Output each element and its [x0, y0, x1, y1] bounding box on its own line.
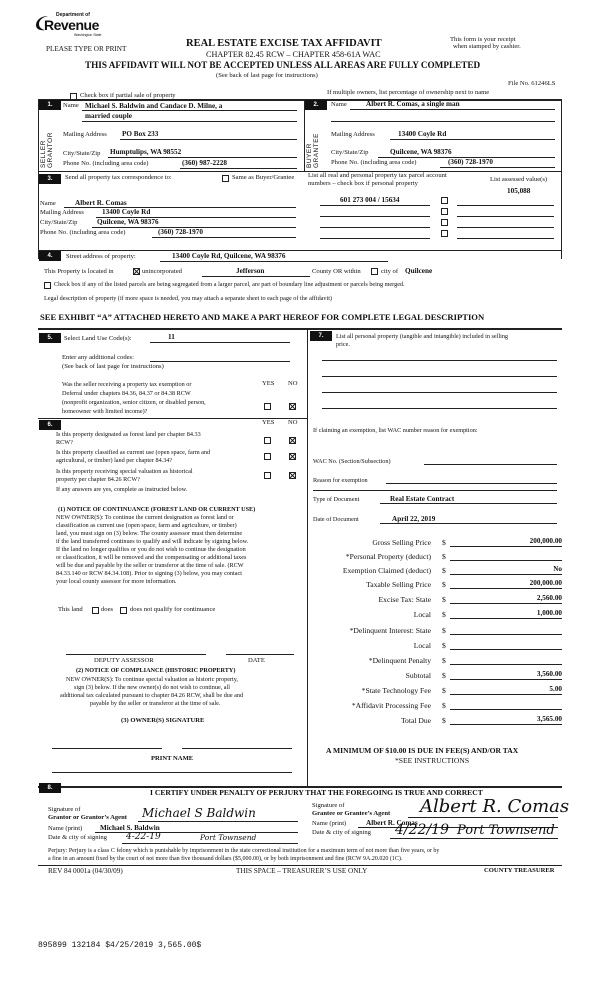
- document-date[interactable]: April 22, 2019: [392, 515, 436, 523]
- compliance-title: (2) NOTICE OF COMPLIANCE (HISTORIC PROPERTY): [76, 667, 236, 674]
- does-label: does: [101, 606, 114, 613]
- exemption-no-checkbox[interactable]: [289, 403, 296, 410]
- parcel-3-personal-checkbox[interactable]: [441, 219, 448, 226]
- calc-label-excise-state: Excise Tax: State: [378, 595, 431, 604]
- section-6-number: 6.: [39, 420, 61, 430]
- compliance-text-4: payable by the seller or transferor at the time of sale.: [90, 700, 221, 707]
- calc-value-subtotal[interactable]: 3,560.00: [536, 670, 562, 678]
- grantee-signature[interactable]: Albert R. Comas: [420, 796, 570, 817]
- perjury-text-1: Perjury: Perjury is a class C felony which is punishable by imprisonment in the state correctional institution for a maximum term of not more than five years, or by: [48, 848, 440, 854]
- personal-property-label-1: List all personal property (tangible and intangible) included in selling: [336, 333, 509, 340]
- continuance-text-9: your local county assessor for more information.: [56, 578, 177, 585]
- corr-name-label: Name: [40, 200, 56, 207]
- assessed-value[interactable]: 105,088: [507, 187, 531, 195]
- corr-mail[interactable]: 13400 Coyle Rd: [102, 208, 151, 216]
- county-treasurer-label: COUNTY TREASURER: [484, 867, 555, 874]
- grantee-sig-label-1: Signature of: [312, 802, 345, 809]
- land-use-see-back: (See back of last page for instructions): [62, 363, 164, 370]
- corr-phone-label: Phone No. (including area code): [40, 229, 126, 236]
- county-name[interactable]: Jefferson: [236, 267, 265, 275]
- revenue-logo: [34, 12, 102, 42]
- continuance-text-8: 84.33.140 or RCW 84.34.108). Prior to signing (3) below, you may contact: [56, 570, 242, 577]
- located-label: This Property is located in: [44, 268, 114, 275]
- section-3-number: 3.: [39, 174, 61, 184]
- grantee-name[interactable]: Albert R. Comas: [366, 819, 418, 827]
- calc-label-gross: Gross Selling Price: [372, 538, 431, 547]
- does-qualify-checkbox[interactable]: [92, 607, 99, 614]
- perjury-text-2: a fine in an amount fixed by the court of not more than five thousand dollars ($5,000.00), or by both imprisonment and fine (RCW 9A.20.020 (1C).: [48, 856, 403, 862]
- grantor-name[interactable]: Michael S. Baldwin: [100, 824, 160, 832]
- historic-no-checkbox[interactable]: [289, 472, 296, 479]
- parcel-2-personal-checkbox[interactable]: [441, 208, 448, 215]
- calc-value-taxable[interactable]: 200,000.00: [529, 579, 562, 587]
- calc-label-excise-local: Local: [413, 610, 431, 619]
- calc-value-gross[interactable]: 200,000.00: [529, 537, 562, 545]
- partial-sale-label: Check box if partial sale of property: [80, 92, 176, 99]
- same-as-buyer-checkbox[interactable]: [222, 175, 229, 182]
- seller-mail-label: Mailing Address: [63, 131, 107, 138]
- calc-label-total-due: Total Due: [400, 716, 431, 725]
- grantor-sig-label-1: Signature of: [48, 806, 81, 813]
- calc-label-technology-fee: *State Technology Fee: [361, 686, 431, 695]
- form-revision: REV 84 0001a (04/30/09): [48, 867, 123, 875]
- grantor-date[interactable]: 4-22-19: [126, 832, 161, 842]
- section-2-number: 2.: [305, 100, 327, 110]
- wac-number-label: WAC No. (Section/Subsection): [313, 458, 391, 465]
- currency-symbol: $: [442, 626, 446, 635]
- seller-side-label: SELLER GRANTOR: [40, 132, 54, 168]
- logo-name: Revenue: [44, 17, 99, 33]
- parcel-number[interactable]: 601 273 004 / 15634: [340, 196, 400, 204]
- continuance-text-2: classification as current use (open space, farm and agriculture, or timber): [56, 522, 237, 529]
- continuance-text-1: NEW OWNER(S): To continue the current designation as forest land or: [56, 514, 234, 521]
- see-back-instructions: (See back of last page for instructions): [216, 72, 318, 79]
- historic-question-line1: Is this property receiving special valuation as historical: [56, 468, 193, 475]
- historic-question-line2: property per chapter 84.26 RCW?: [56, 476, 141, 483]
- seller-name-line1[interactable]: Michael S. Baldwin and Candace D. Milne, a: [85, 102, 223, 110]
- exemption-yes-checkbox[interactable]: [264, 403, 271, 410]
- currency-symbol: $: [442, 580, 446, 589]
- calc-value-excise-state[interactable]: 2,560.00: [536, 594, 562, 602]
- currency-symbol: $: [442, 686, 446, 695]
- grantor-sig-label-2: Grantor or Grantor’s Agent: [48, 814, 127, 821]
- file-number: File No. 61246LS: [508, 80, 556, 87]
- city-of-checkbox[interactable]: [371, 268, 378, 275]
- corr-city[interactable]: Quilcene, WA 98376: [97, 218, 159, 226]
- sec6-yes: YES: [262, 419, 275, 426]
- current-use-yes-checkbox[interactable]: [264, 453, 271, 460]
- grantee-name-label: Name (print): [312, 820, 347, 827]
- additional-codes-label: Enter any additional codes:: [62, 354, 134, 361]
- currency-symbol: $: [442, 671, 446, 680]
- calc-label-penalty: *Delinquent Penalty: [368, 656, 431, 665]
- receipt-note-1: This form is your receipt: [450, 36, 516, 43]
- city-of-label: city of: [381, 268, 399, 275]
- exemption-question-line3: (nonprofit organization, senior citizen, or disabled person,: [62, 399, 206, 406]
- print-name-label: PRINT NAME: [151, 755, 194, 762]
- correspondence-label: Send all property tax correspondence to:: [65, 174, 172, 181]
- currency-symbol: $: [442, 656, 446, 665]
- land-use-yes: YES: [262, 380, 275, 387]
- currency-symbol: $: [442, 552, 446, 561]
- logo-state: Washington State: [74, 33, 102, 37]
- seller-name-line2[interactable]: married couple: [85, 112, 132, 120]
- calc-value-technology-fee[interactable]: 5.00: [549, 685, 562, 693]
- calc-label-subtotal: Subtotal: [405, 671, 431, 680]
- form-chapter: CHAPTER 82.45 RCW – CHAPTER 458-61A WAC: [206, 50, 381, 59]
- current-use-question-line1: Is this property classified as current use (open space, farm and: [56, 449, 211, 456]
- does-not-qualify-label: does not qualify for continuance: [130, 606, 216, 613]
- grantee-sig-label-2: Grantee or Grantee’s Agent: [312, 810, 391, 817]
- seller-phone[interactable]: (360) 987-2228: [182, 159, 227, 167]
- exemption-reason-label: Reason for exemption: [313, 477, 368, 484]
- calc-label-exemption: Exemption Claimed (deduct): [342, 566, 431, 575]
- current-use-question-line2: agricultural, or timber) land per chapter 84.34?: [56, 457, 173, 464]
- section-4-number: 4.: [39, 251, 61, 261]
- document-type-label: Type of Document: [313, 496, 360, 503]
- seller-name-label: Name: [63, 102, 79, 109]
- calc-label-interest-local: Local: [413, 641, 431, 650]
- deputy-assessor-label: DEPUTY ASSESSOR: [94, 657, 154, 664]
- calc-value-excise-local[interactable]: 1,000.00: [536, 609, 562, 617]
- exemption-question-line2: Deferral under chapters 84.36, 84.37 or 84.38 RCW: [62, 390, 191, 397]
- currency-symbol: $: [442, 716, 446, 725]
- calc-label-interest-state: *Delinquent Interest: State: [349, 626, 431, 635]
- compliance-text-3: additional tax calculated pursuant to chapter 84.26 RCW, shall be due and: [60, 692, 244, 699]
- buyer-mail-label: Mailing Address: [331, 131, 375, 138]
- minimum-due-note: A MINIMUM OF $10.00 IS DUE IN FEE(S) AND/OR TAX: [326, 746, 519, 755]
- corr-city-label: City/State/Zip: [40, 219, 78, 226]
- forest-no-checkbox[interactable]: [289, 437, 296, 444]
- continuance-text-5: If the land no longer qualifies or you do not wish to continue the designation: [56, 546, 246, 553]
- assessed-value-label: List assessed value(s): [490, 176, 548, 183]
- continuance-text-4: if the land transferred continues to qualify and will indicate by signing below.: [56, 538, 249, 545]
- parcel-1-personal-checkbox[interactable]: [441, 197, 448, 204]
- exemption-claim-label: If claiming an exemption, list WAC number reason for exemption:: [313, 427, 478, 434]
- please-type: PLEASE TYPE OR PRINT: [46, 45, 127, 53]
- currency-symbol: $: [442, 595, 446, 604]
- document-date-label: Date of Document: [313, 516, 359, 523]
- street-address[interactable]: 13400 Coyle Rd, Quilcene, WA 98376: [172, 252, 286, 260]
- see-exhibit-a: SEE EXHIBIT “A” ATTACHED HERETO AND MAKE A PART HEREOF FOR COMPLETE LEGAL DESCRIPTION: [40, 312, 485, 322]
- current-use-no-checkbox[interactable]: [289, 453, 296, 460]
- land-use-no: NO: [288, 380, 298, 387]
- section-1-number: 1.: [39, 100, 61, 110]
- grantee-date-label: Date & city of signing: [312, 829, 371, 836]
- section-8-number: 8.: [39, 783, 61, 793]
- land-use-code[interactable]: 11: [168, 333, 175, 341]
- parcel-label-1: List all real and personal property tax parcel account: [308, 172, 447, 179]
- corr-name[interactable]: Albert R. Comas: [75, 199, 127, 207]
- land-use-label: Select Land Use Code(s):: [64, 335, 132, 342]
- owner-signature-label: (3) OWNER(S) SIGNATURE: [121, 717, 205, 724]
- currency-symbol: $: [442, 701, 446, 710]
- assessor-date-label: DATE: [248, 657, 265, 664]
- forest-yes-checkbox[interactable]: [264, 437, 271, 444]
- certify-statement: I CERTIFY UNDER PENALTY OF PERJURY THAT THE FOREGOING IS TRUE AND CORRECT: [150, 788, 483, 797]
- segregated-label: Check box if any of the listed parcels are being segregated from a larger parcel, are part of boundary line adjustment or parcels being merged.: [54, 281, 405, 288]
- exemption-question-line4: homeowner with limited income)?: [62, 408, 148, 415]
- form-title: REAL ESTATE EXCISE TAX AFFIDAVIT: [186, 38, 382, 49]
- treasurer-stamp: 895899 132184 $4/25/2019 3,565.00$: [38, 941, 202, 950]
- personal-property-label-2: price.: [336, 341, 350, 348]
- city-name[interactable]: Quilcene: [405, 267, 433, 275]
- currency-symbol: $: [442, 538, 446, 547]
- calc-label-taxable: Taxable Selling Price: [366, 580, 431, 589]
- calc-value-exemption[interactable]: No: [553, 565, 562, 573]
- corr-mail-label: Mailing Address: [40, 209, 84, 216]
- buyer-name-label: Name: [331, 101, 347, 108]
- buyer-name[interactable]: Albert R. Comas, a single man: [366, 100, 460, 108]
- document-type[interactable]: Real Estate Contract: [390, 495, 455, 503]
- grantee-date[interactable]: 4/22/19: [395, 822, 449, 838]
- grantor-city[interactable]: Port Townsend: [200, 833, 257, 842]
- this-land-label: This land: [58, 606, 83, 613]
- currency-symbol: $: [442, 566, 446, 575]
- receipt-note-2: when stamped by cashier.: [453, 43, 521, 50]
- compliance-text-1: NEW OWNER(S): To continue special valuation as historic property,: [66, 676, 238, 683]
- buyer-city-label: City/State/Zip: [331, 149, 369, 156]
- continuance-text-3: land, you must sign on (3) below. The county assessor must then determine: [56, 530, 243, 537]
- seller-mail[interactable]: PO Box 233: [122, 130, 159, 138]
- form-warning: THIS AFFIDAVIT WILL NOT BE ACCEPTED UNLESS ALL AREAS ARE FULLY COMPLETED: [85, 60, 481, 70]
- does-not-qualify-checkbox[interactable]: [120, 607, 127, 614]
- sec6-no: NO: [288, 419, 298, 426]
- currency-symbol: $: [442, 641, 446, 650]
- calc-value-total-due[interactable]: 3,565.00: [536, 715, 562, 723]
- unincorporated-checkbox[interactable]: [133, 268, 140, 275]
- grantee-city[interactable]: Port Townsend: [457, 823, 555, 838]
- unincorporated-label: unincorporated: [142, 268, 182, 275]
- legal-description-label: Legal description of property (if more space is needed, you may attach a separate sheet to each page of the affidavit): [44, 295, 332, 302]
- logo-dept: Department of: [56, 12, 90, 18]
- forest-question-line2: RCW?: [56, 439, 73, 446]
- treasurer-use-only: THIS SPACE – TREASURER’S USE ONLY: [236, 867, 368, 875]
- forest-question-line1: Is this property designated as forest land per chapter 84.33: [56, 431, 201, 438]
- historic-yes-checkbox[interactable]: [264, 472, 271, 479]
- parcel-label-2: numbers – check box if personal property: [308, 180, 418, 187]
- buyer-phone[interactable]: (360) 728-1970: [448, 158, 493, 166]
- see-instructions-note: *SEE INSTRUCTIONS: [395, 756, 470, 765]
- parcel-4-personal-checkbox[interactable]: [441, 230, 448, 237]
- continuance-text-7: will be due and payable by the seller or transferor at the time of sale. (RCW: [56, 562, 244, 569]
- buyer-phone-label: Phone No. (including area code): [331, 159, 417, 166]
- seller-city-label: City/State/Zip: [63, 150, 101, 157]
- calc-label-processing-fee: *Affidavit Processing Fee: [351, 701, 431, 710]
- corr-phone[interactable]: (360) 728-1970: [158, 228, 203, 236]
- same-as-buyer-label: Same as Buyer/Grantee: [232, 174, 295, 181]
- buyer-side-label: BUYER GRANTEE: [306, 133, 320, 168]
- if-yes-instructions: If any answers are yes, complete as instructed below.: [56, 486, 188, 493]
- currency-symbol: $: [442, 610, 446, 619]
- multiple-owners-note: If multiple owners, list percentage of ownership next to name: [327, 89, 490, 96]
- continuance-text-6: or classification, it will be removed and the compensating or additional taxes: [56, 554, 247, 561]
- grantor-signature[interactable]: Michael S Baldwin: [142, 806, 256, 820]
- segregated-checkbox[interactable]: [44, 282, 51, 289]
- grantor-date-label: Date & city of signing: [48, 834, 107, 841]
- seller-city[interactable]: Humptulips, WA 98552: [110, 148, 182, 156]
- section-7-number: 7.: [310, 331, 332, 341]
- street-address-label: Street address of property:: [66, 253, 136, 260]
- continuance-title: (1) NOTICE OF CONTINUANCE (FOREST LAND OR CURRENT USE): [58, 506, 256, 513]
- county-or-within: County OR within: [312, 268, 361, 275]
- section-5-number: 5.: [39, 333, 61, 343]
- buyer-mail[interactable]: 13400 Coyle Rd: [398, 130, 447, 138]
- compliance-text-2: sign (3) below. If the new owner(s) do not wish to continue, all: [74, 684, 230, 691]
- calc-label-personal-property: *Personal Property (deduct): [345, 552, 431, 561]
- exemption-question-line1: Was the seller receiving a property tax exemption or: [62, 381, 192, 388]
- seller-phone-label: Phone No. (including area code): [63, 160, 149, 167]
- grantor-name-label: Name (print): [48, 825, 83, 832]
- buyer-city[interactable]: Quilcene, WA 98376: [390, 148, 452, 156]
